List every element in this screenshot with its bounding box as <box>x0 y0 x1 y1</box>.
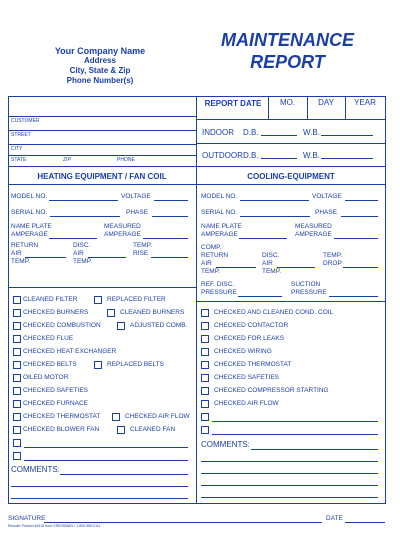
heating-header: HEATING EQUIPMENT / FAN COIL <box>37 172 167 181</box>
year-label: YEAR <box>354 98 376 107</box>
customer-label: CUSTOMER <box>11 118 40 124</box>
checkbox-heating-blank-2[interactable] <box>13 452 21 460</box>
checkbox-checked-belts[interactable] <box>13 361 21 369</box>
company-phone: Phone Number(s) <box>66 76 134 85</box>
checkbox-checked-compressor-starting[interactable] <box>201 387 209 395</box>
checkbox-cleaned-fan[interactable] <box>117 426 125 434</box>
company-city: City, State & Zip <box>69 66 131 75</box>
checkbox-cleaned-burners[interactable] <box>107 309 115 317</box>
checkbox-checked-burners[interactable] <box>13 309 21 317</box>
checkbox-cleaned-cond-coil[interactable] <box>201 309 209 317</box>
checkbox-cooling-blank-2[interactable] <box>201 426 209 434</box>
company-address: Address <box>83 56 116 65</box>
checkbox-checked-thermostat[interactable] <box>13 413 21 421</box>
checkbox-checked-flue[interactable] <box>13 335 21 343</box>
checkbox-cooling-checked-thermostat[interactable] <box>201 361 209 369</box>
checkbox-cooling-checked-safeties[interactable] <box>201 374 209 382</box>
report-title-line2: REPORT <box>250 52 325 72</box>
signature-line <box>44 522 322 523</box>
indoor-label: INDOOR <box>202 128 234 137</box>
checkbox-checked-safeties[interactable] <box>13 387 21 395</box>
report-title-line1: MAINTENANCE <box>221 30 354 50</box>
cooling-comments-label: COMMENTS: <box>201 440 250 449</box>
checkbox-checked-wiring[interactable] <box>201 348 209 356</box>
company-name: Your Company Name <box>54 46 146 56</box>
checkbox-adjusted-comb[interactable] <box>117 322 125 330</box>
checkbox-cooling-blank-1[interactable] <box>201 413 209 421</box>
checkbox-cooling-checked-air-flow[interactable] <box>201 400 209 408</box>
checkbox-heating-blank-1[interactable] <box>13 439 21 447</box>
column-divider <box>196 96 197 503</box>
checkbox-checked-for-leaks[interactable] <box>201 335 209 343</box>
checkbox-heating-checked-air-flow[interactable] <box>112 413 120 421</box>
reorder-note: Reorder Product #0115 from CRESSMAN • 1-800-555-0111 <box>8 524 101 528</box>
street-label: STREET <box>11 132 31 138</box>
heating-comments-label: COMMENTS: <box>11 465 60 474</box>
checkbox-replaced-belts[interactable] <box>94 361 102 369</box>
day-label: DAY <box>318 98 334 107</box>
checkbox-cleaned-filter[interactable] <box>13 296 21 304</box>
report-date-label: REPORT DATE <box>204 99 262 108</box>
outdoor-label: OUTDOOR <box>202 151 243 160</box>
footer-date-label: DATE <box>326 515 343 522</box>
checkbox-checked-heat-exchanger[interactable] <box>13 348 21 356</box>
month-label: MO. <box>279 98 296 107</box>
city-label: CITY <box>11 146 23 152</box>
state-label: STATE <box>11 157 27 163</box>
checkbox-checked-furnace[interactable] <box>13 400 21 408</box>
checkbox-replaced-filter[interactable] <box>94 296 102 304</box>
checkbox-oiled-motor[interactable] <box>13 374 21 382</box>
signature-label: SIGNATURE <box>8 515 46 522</box>
phone-label: PHONE <box>117 157 135 163</box>
checkbox-checked-contactor[interactable] <box>201 322 209 330</box>
checkbox-checked-combustion[interactable] <box>13 322 21 330</box>
cooling-header: COOLING-EQUIPMENT <box>247 172 335 181</box>
zip-label: ZIP <box>63 157 71 163</box>
checkbox-checked-blower-fan[interactable] <box>13 426 21 434</box>
